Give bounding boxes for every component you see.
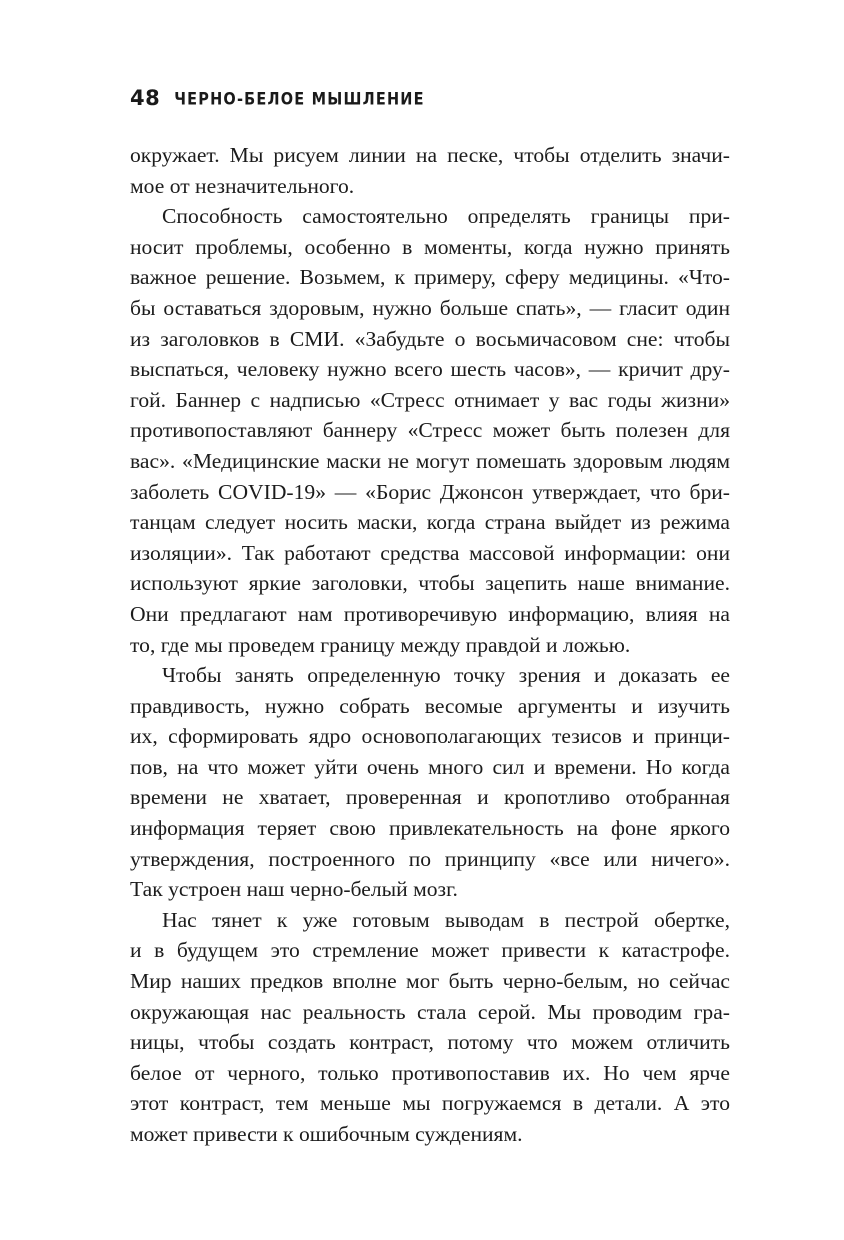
- text-line: используют яркие заголовки, чтобы зацепить наше внимание.: [130, 571, 730, 596]
- text-line: противопоставляют баннеру «Стресс может быть полезен для: [130, 418, 730, 443]
- paragraph: [130, 201, 730, 660]
- text-line: окружающая нас реальность стала серой. Мы проводим гра-: [130, 999, 730, 1024]
- text-line: времени не хватает, проверенная и кропотливо отобранная: [130, 785, 730, 810]
- text-line: утверждения, построенного по принципу «все или ничего».: [130, 846, 730, 871]
- text-line: Способность самостоятельно определять границы при-: [162, 204, 730, 229]
- text-line: информация теряет свою привлекательность на фоне яркого: [130, 816, 730, 841]
- text-line: Нас тянет к уже готовым выводам в пестрой обертке,: [162, 907, 730, 932]
- text-line: белое от черного, только противопоставив их. Но чем ярче: [130, 1060, 730, 1085]
- text-line: важное решение. Возьмем, к примеру, сферу медицины. «Что-: [130, 265, 730, 290]
- text-line: из заголовков в СМИ. «Забудьте о восьмичасовом сне: чтобы: [130, 326, 730, 351]
- text-line: Чтобы занять определенную точку зрения и доказать ее: [162, 663, 730, 688]
- page-number: 48: [130, 86, 161, 110]
- running-title: ЧЕРНО-БЕЛОЕ МЫШЛЕНИЕ: [174, 90, 425, 109]
- text-line: Так устроен наш черно-белый мозг.: [130, 877, 458, 902]
- text-line: мое от незначительного.: [130, 173, 355, 198]
- text-line: пов, на что может уйти очень много сил и времени. Но когда: [130, 754, 730, 779]
- paragraph: [130, 905, 730, 1150]
- text-line: вас». «Медицинские маски не могут помешать здоровым людям: [130, 448, 730, 473]
- running-head: [130, 86, 425, 110]
- text-line: правдивость, нужно собрать весомые аргументы и изучить: [130, 693, 730, 718]
- text-line: Они предлагают нам противоречивую информацию, влияя на: [130, 601, 730, 626]
- paragraph: [130, 660, 730, 905]
- text-line: и в будущем это стремление может привести к катастрофе.: [130, 938, 730, 963]
- text-line: заболеть COVID-19» — «Борис Джонсон утверждает, что бри-: [130, 479, 730, 504]
- text-line: гой. Баннер с надписью «Стресс отнимает у вас годы жизни»: [130, 387, 730, 412]
- text-line: то, где мы проведем границу между правдой и ложью.: [130, 632, 631, 657]
- paragraph: [130, 140, 730, 201]
- text-line: носит проблемы, особенно в моменты, когда нужно принять: [130, 234, 730, 259]
- text-line: ницы, чтобы создать контраст, потому что можем отличить: [130, 1030, 730, 1055]
- body-text: [130, 140, 730, 1150]
- text-line: окружает. Мы рисуем линии на песке, чтобы отделить значи-: [130, 143, 730, 167]
- text-line: бы оставаться здоровым, нужно больше спать», — гласит один: [130, 295, 730, 320]
- text-line: танцам следует носить маски, когда страна выйдет из режима: [130, 510, 730, 535]
- text-line: этот контраст, тем меньше мы погружаемся в детали. А это: [130, 1091, 730, 1116]
- text-line: может привести к ошибочным суждениям.: [130, 1122, 523, 1146]
- text-line: их, сформировать ядро основополагающих тезисов и принци-: [130, 724, 730, 749]
- text-line: Мир наших предков вполне мог быть черно-белым, но сейчас: [130, 969, 730, 994]
- text-line: изоляции». Так работают средства массовой информации: они: [130, 540, 730, 565]
- text-line: выспаться, человеку нужно всего шесть часов», — кричит дру-: [130, 357, 730, 382]
